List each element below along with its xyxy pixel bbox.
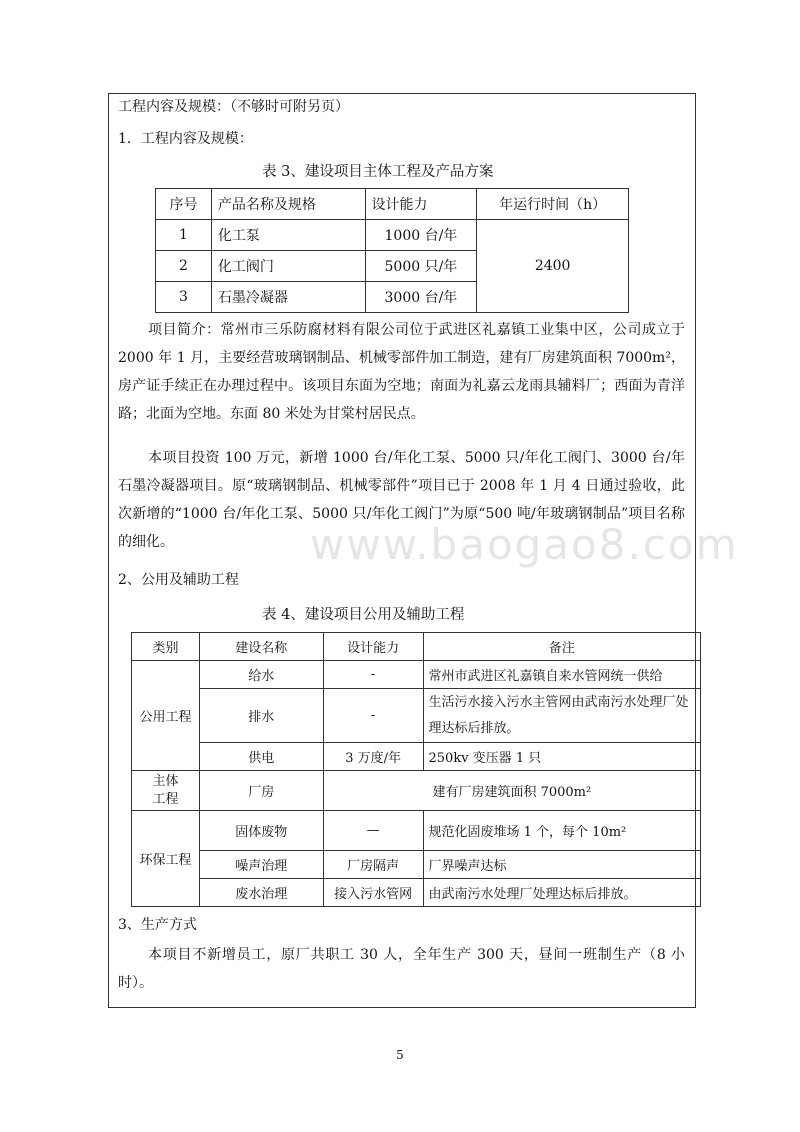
section3-title: 3、生产方式 [118, 917, 197, 933]
header-cell: 年运行时间（h） [477, 189, 629, 220]
section2-title: 2、公用及辅助工程 [118, 572, 239, 588]
section-header: 工程内容及规模：（不够时可附另页） [118, 99, 349, 115]
row-capacity: 5000 只/年 [365, 251, 477, 282]
table-row [132, 771, 701, 811]
row-product: 化工阀门 [211, 251, 365, 282]
item-name: 废水治理 [199, 879, 323, 907]
item-capacity: — [323, 811, 423, 851]
header-cell: 序号 [156, 189, 212, 220]
table-row [132, 879, 701, 907]
header-cell: 设计能力 [365, 189, 477, 220]
item-name: 厂房 [199, 771, 323, 811]
row-product: 石墨冷凝器 [211, 282, 365, 313]
header-cell: 备注 [423, 633, 700, 661]
header-cell: 设计能力 [323, 633, 423, 661]
row-no: 1 [156, 220, 212, 251]
runtime-cell: 2400 [477, 220, 629, 313]
section1-title: 1．工程内容及规模： [118, 131, 253, 147]
item-name: 噪声治理 [199, 851, 323, 879]
item-name: 给水 [199, 661, 323, 689]
item-note: 250kv 变压器 1 只 [423, 743, 700, 771]
table-header-row [132, 633, 701, 661]
row-capacity: 1000 台/年 [365, 220, 477, 251]
table-row [132, 743, 701, 771]
table4 [131, 632, 701, 907]
row-capacity: 3000 台/年 [365, 282, 477, 313]
item-note: 厂界噪声达标 [423, 851, 700, 879]
row-product: 化工泵 [211, 220, 365, 251]
item-capacity: 厂房隔声 [323, 851, 423, 879]
table-row [132, 661, 701, 689]
category-cell: 环保工程 [132, 811, 200, 907]
investment-paragraph: 本项目投资 100 万元，新增 1000 台/年化工泵、5000 只/年化工阀门、3000 台/年石墨冷凝器项目。原“玻璃钢制品、机械零部件”项目已于 2008 年 1 月 4 日通过验收，此次新增的“1000 台/年化工泵、5000 只/年化工阀门”为原“500 吨/年玻璃钢制品”项目名称的细化。 [118, 450, 685, 550]
item-capacity: 3 万度/年 [323, 743, 423, 771]
header-cell: 建设名称 [199, 633, 323, 661]
category-cell: 公用工程 [132, 661, 200, 771]
page-number: 5 [396, 1048, 404, 1062]
table-row [132, 689, 701, 743]
header-cell: 类别 [132, 633, 200, 661]
item-note: 常州市武进区礼嘉镇自来水管网统一供给 [423, 661, 700, 689]
item-note: 规范化固废堆场 1 个，每个 10m² [423, 811, 700, 851]
item-note: 建有厂房建筑面积 7000m² [323, 771, 700, 811]
item-note: 由武南污水处理厂处理达标后排放。 [423, 879, 700, 907]
table-row [156, 220, 629, 251]
header-cell: 产品名称及规格 [211, 189, 365, 220]
item-name: 供电 [199, 743, 323, 771]
row-no: 2 [156, 251, 212, 282]
item-capacity: 接入污水管网 [323, 879, 423, 907]
item-note: 生活污水接入污水主管网由武南污水处理厂处理达标后排放。 [423, 689, 700, 743]
item-capacity: - [323, 689, 423, 743]
table3-caption: 表 3、建设项目主体工程及产品方案 [262, 164, 494, 180]
item-name: 排水 [199, 689, 323, 743]
table4-caption: 表 4、建设项目公用及辅助工程 [262, 607, 465, 623]
intro-paragraph: 项目简介：常州市三乐防腐材料有限公司位于武进区礼嘉镇工业集中区，公司成立于 2000 年 1 月，主要经营玻璃钢制品、机械零部件加工制造，建有厂房建筑面积 7000m²，房产证手续正在办理过程中。该项目东面为空地；南面为礼嘉云龙雨具辅料厂；西面为青洋路；北面为空地。东面 80 米处为甘棠村居民点。 [118, 322, 685, 422]
row-no: 3 [156, 282, 212, 313]
watermark: www.baogao8.com [310, 520, 739, 569]
table-row [132, 851, 701, 879]
table-row [132, 811, 701, 851]
table-header-row [156, 189, 629, 220]
production-paragraph: 本项目不新增员工，原厂共职工 30 人，全年生产 300 天，昼间一班制生产（8 小时）。 [118, 947, 685, 991]
table3 [155, 188, 629, 313]
category-cell: 主体工程 [132, 771, 200, 811]
item-name: 固体废物 [199, 811, 323, 851]
item-capacity: - [323, 661, 423, 689]
